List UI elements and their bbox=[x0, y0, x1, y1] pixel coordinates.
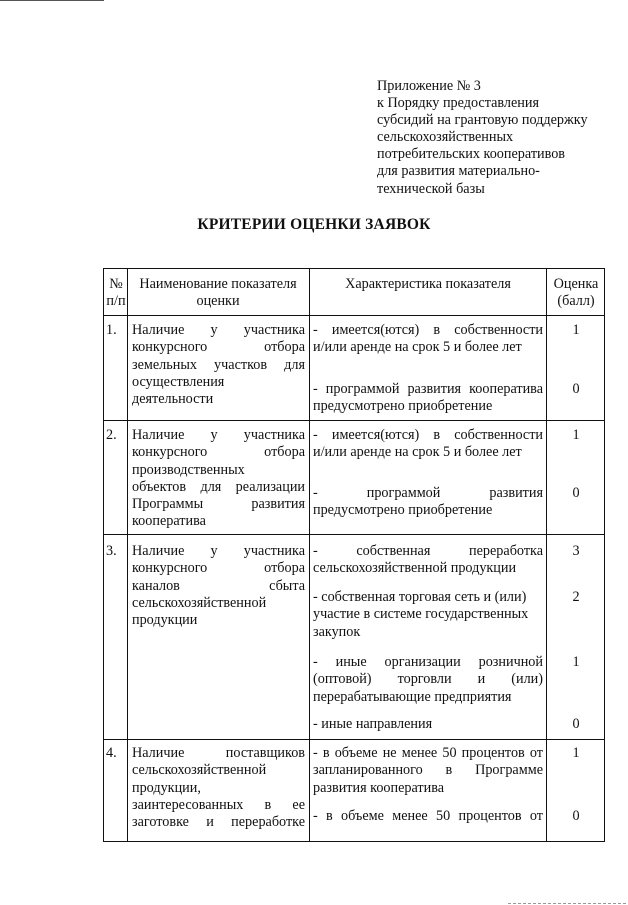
header-name: Наименование показателя оценки bbox=[139, 276, 297, 310]
score-value: 2 bbox=[572, 589, 580, 605]
indicator-name: Наличие у участника конкурсного отбора каналов сбыта сельскохозяйственной продукции bbox=[132, 543, 305, 629]
score-value: 1 bbox=[572, 654, 580, 670]
score-value: 3 bbox=[572, 543, 580, 559]
characteristic-item: - программой развития предусмотрено приобретение bbox=[313, 485, 543, 519]
score-value: 1 bbox=[572, 427, 580, 443]
table-border bbox=[103, 739, 605, 740]
characteristic-item: - собственная переработка сельскохозяйственной продукции bbox=[313, 543, 543, 577]
characteristic-item: - в объеме менее 50 процентов от bbox=[313, 808, 543, 824]
header-characteristic: Характеристика показателя bbox=[345, 276, 511, 292]
table-border bbox=[103, 841, 605, 842]
row-number: 4. bbox=[106, 745, 117, 761]
appendix-line: Приложение № 3 bbox=[377, 78, 481, 94]
appendix-line: потребительских кооперативов bbox=[377, 146, 566, 163]
characteristic-item: - собственная торговая сеть и (или) участие в системе государственных закупок bbox=[313, 589, 529, 640]
row-number: 1. bbox=[106, 322, 117, 338]
appendix-line: для развития материально- bbox=[377, 163, 540, 180]
document-title: КРИТЕРИИ ОЦЕНКИ ЗАЯВОК bbox=[197, 216, 431, 233]
header-num: № п/п bbox=[106, 276, 126, 310]
appendix-line: к Порядку предоставления bbox=[377, 95, 539, 112]
table-border bbox=[103, 420, 605, 421]
indicator-name: Наличие у участника конкурсного отбора земельных участков для осуществления деятельности bbox=[132, 322, 305, 408]
appendix-line: технической базы bbox=[377, 180, 485, 197]
score-value: 0 bbox=[572, 381, 580, 397]
appendix-line: сельскохозяйственных bbox=[377, 129, 514, 146]
table-border bbox=[103, 268, 104, 842]
indicator-name: Наличие поставщиков сельскохозяйственной продукции, заинтересованных в ее заготовке и переработке bbox=[132, 745, 305, 831]
table-border bbox=[127, 268, 128, 842]
characteristic-item: - иные организации розничной (оптовой) торговли и (или) перерабатывающие предприятия bbox=[313, 654, 543, 705]
characteristic-item: - имеется(ются) в собственности и/или аренде на срок 5 и более лет bbox=[313, 427, 543, 461]
characteristic-item: - программой развития кооператива предусмотрено приобретение bbox=[313, 381, 543, 415]
score-value: 0 bbox=[572, 716, 580, 732]
score-value: 0 bbox=[572, 485, 580, 501]
characteristic-item: - в объеме не менее 50 процентов от запланированного в Программе развития кооператива bbox=[313, 745, 543, 796]
characteristic-item: - имеется(ются) в собственности и/или аренде на срок 5 и более лет bbox=[313, 322, 543, 356]
row-number: 2. bbox=[106, 427, 117, 443]
appendix-header bbox=[377, 78, 617, 198]
table-border bbox=[103, 315, 605, 316]
table-border bbox=[103, 534, 605, 535]
header-score: Оценка (балл) bbox=[553, 276, 599, 310]
score-value: 1 bbox=[572, 322, 580, 338]
score-value: 0 bbox=[572, 808, 580, 824]
score-value: 1 bbox=[572, 745, 580, 761]
characteristic-item: - иные направления bbox=[313, 716, 433, 732]
table-border bbox=[309, 268, 310, 842]
indicator-name: Наличие у участника конкурсного отбора производственных объектов для реализации Программы развития кооператива bbox=[132, 427, 305, 530]
table-border bbox=[103, 268, 605, 269]
row-number: 3. bbox=[106, 543, 117, 559]
table-border bbox=[546, 268, 547, 842]
appendix-line: субсидий на грантовую поддержку bbox=[377, 112, 588, 129]
scan-edge-line bbox=[0, 0, 104, 1]
table-border bbox=[604, 268, 605, 842]
